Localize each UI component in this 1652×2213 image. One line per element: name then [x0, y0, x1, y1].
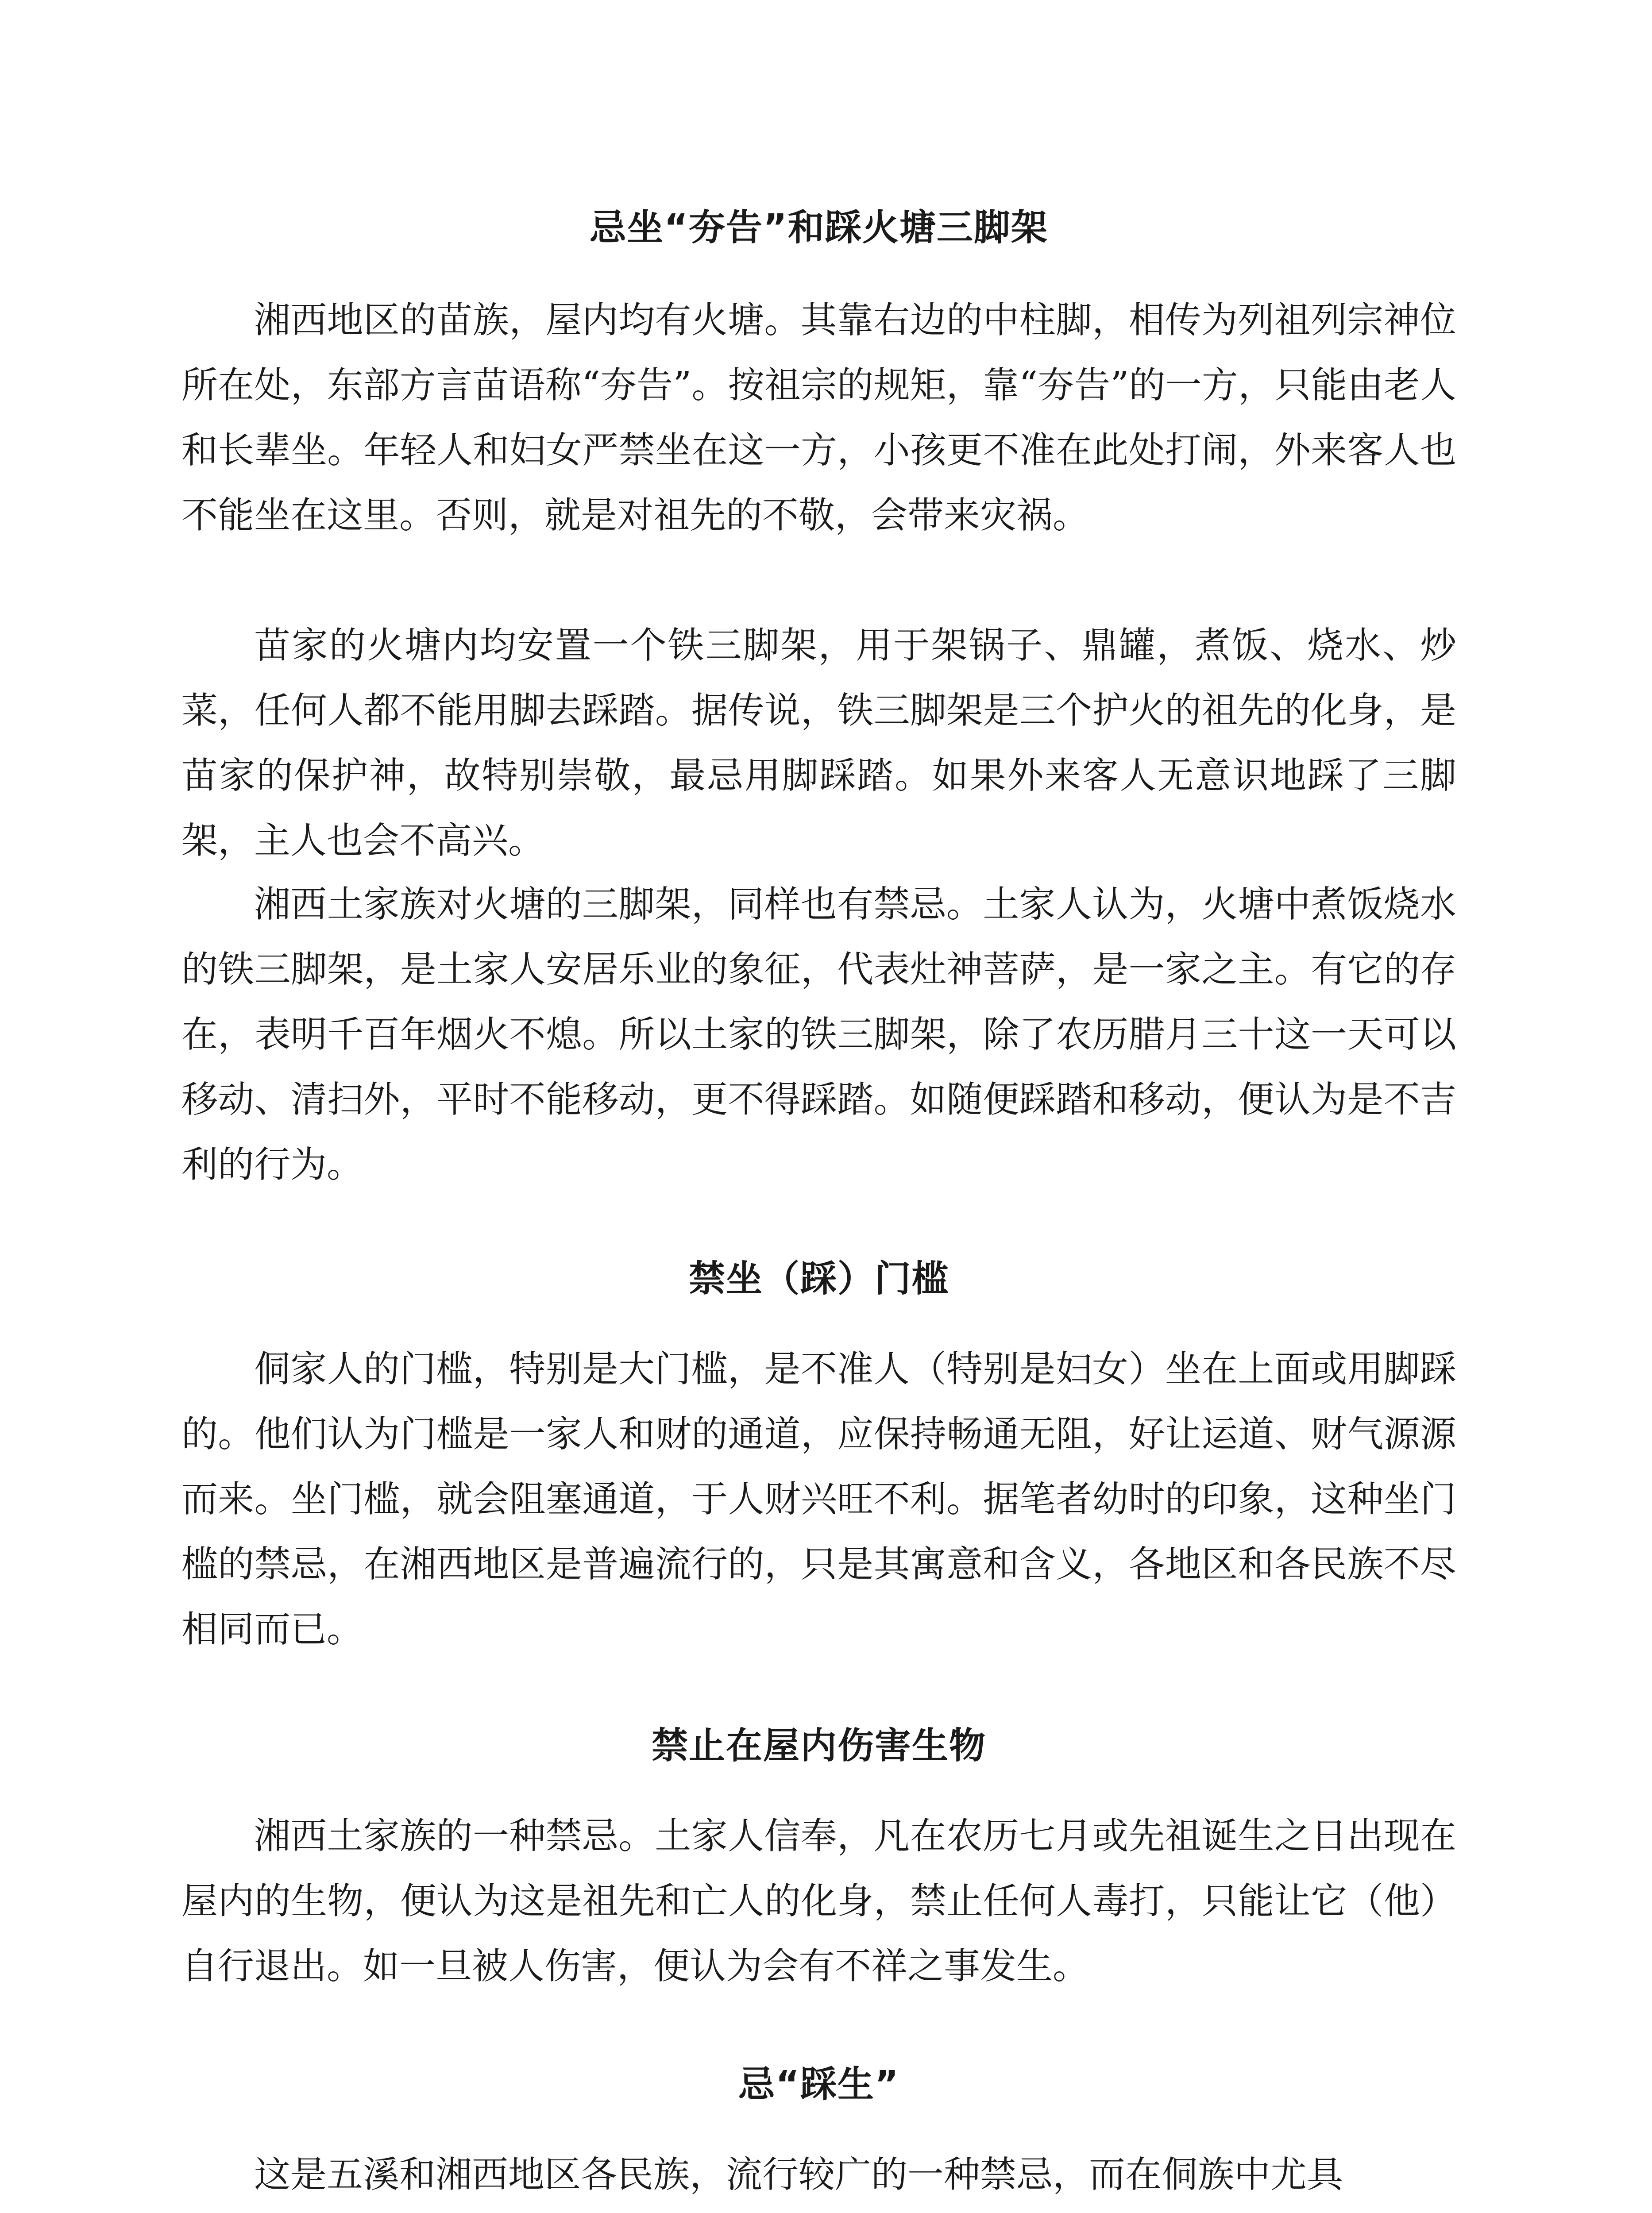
section-title-threshold: 禁坐（踩）门槛 — [688, 1258, 949, 1300]
paragraph: 湘西土家族的一种禁忌。土家人信奉，凡在农历七月或先祖诞生之日出现在屋内的生物，便认为这是祖先和亡人的化身，禁止任何人毒打，只能让它（他）自行退出。如一旦被人伤害，便认为会有不祥之事发生。 — [181, 1815, 1456, 1987]
paragraph: 湘西地区的苗族，屋内均有火塘。其靠右边的中柱脚，相传为列祖列宗神位所在处，东部方言苗语称“夯告”。按祖宗的规矩，靠“夯告”的一方，只能由老人和长辈坐。年轻人和妇女严禁坐在这一方，小孩更不准在此处打闹，外来客人也不能坐在这里。否则，就是对祖先的不敬，会带来灾祸。 — [181, 299, 1456, 536]
paragraph: 侗家人的门槛，特别是大门槛，是不准人（特别是妇女）坐在上面或用脚踩的。他们认为门槛是一家人和财的通道，应保持畅通无阻，好让运道、财气源源而来。坐门槛，就会阻塞通道，于人财兴旺不利。据笔者幼时的印象，这种坐门槛的禁忌，在湘西地区是普遍流行的，只是其寓意和含义，各地区和各民族不尽相同而已。 — [181, 1348, 1456, 1650]
paragraph: 苗家的火塘内均安置一个铁三脚架，用于架锅子、鼎罐，煮饭、烧水、炒菜，任何人都不能用脚去踩踏。据传说，铁三脚架是三个护火的祖先的化身，是苗家的保护神，故特别崇敬，最忌用脚踩踏。如果外来客人无意识地踩了三脚架，主人也会不高兴。 — [181, 625, 1456, 862]
paragraph: 湘西土家族对火塘的三脚架，同样也有禁忌。土家人认为，火塘中煮饭烧水的铁三脚架，是土家人安居乐业的象征，代表灶神菩萨，是一家之主。有它的存在，表明千百年烟火不熄。所以土家的铁三脚架，除了农历腊月三十这一天可以移动、清扫外，平时不能移动，更不得踩踏。如随便踩踏和移动，便认为是不吉利的行为。 — [181, 883, 1456, 1186]
book-page — [181, 0, 1456, 2213]
section-title-no-harm: 禁止在屋内伤害生物 — [651, 1725, 986, 1767]
paragraph: 这是五溪和湘西地区各民族，流行较广的一种禁忌，而在侗族中尤具 — [254, 2154, 1343, 2196]
section-title-hanggao: 忌坐“夯告”和踩火塘三脚架 — [590, 207, 1048, 249]
section-title-caisheng: 忌“踩生” — [738, 2063, 899, 2105]
